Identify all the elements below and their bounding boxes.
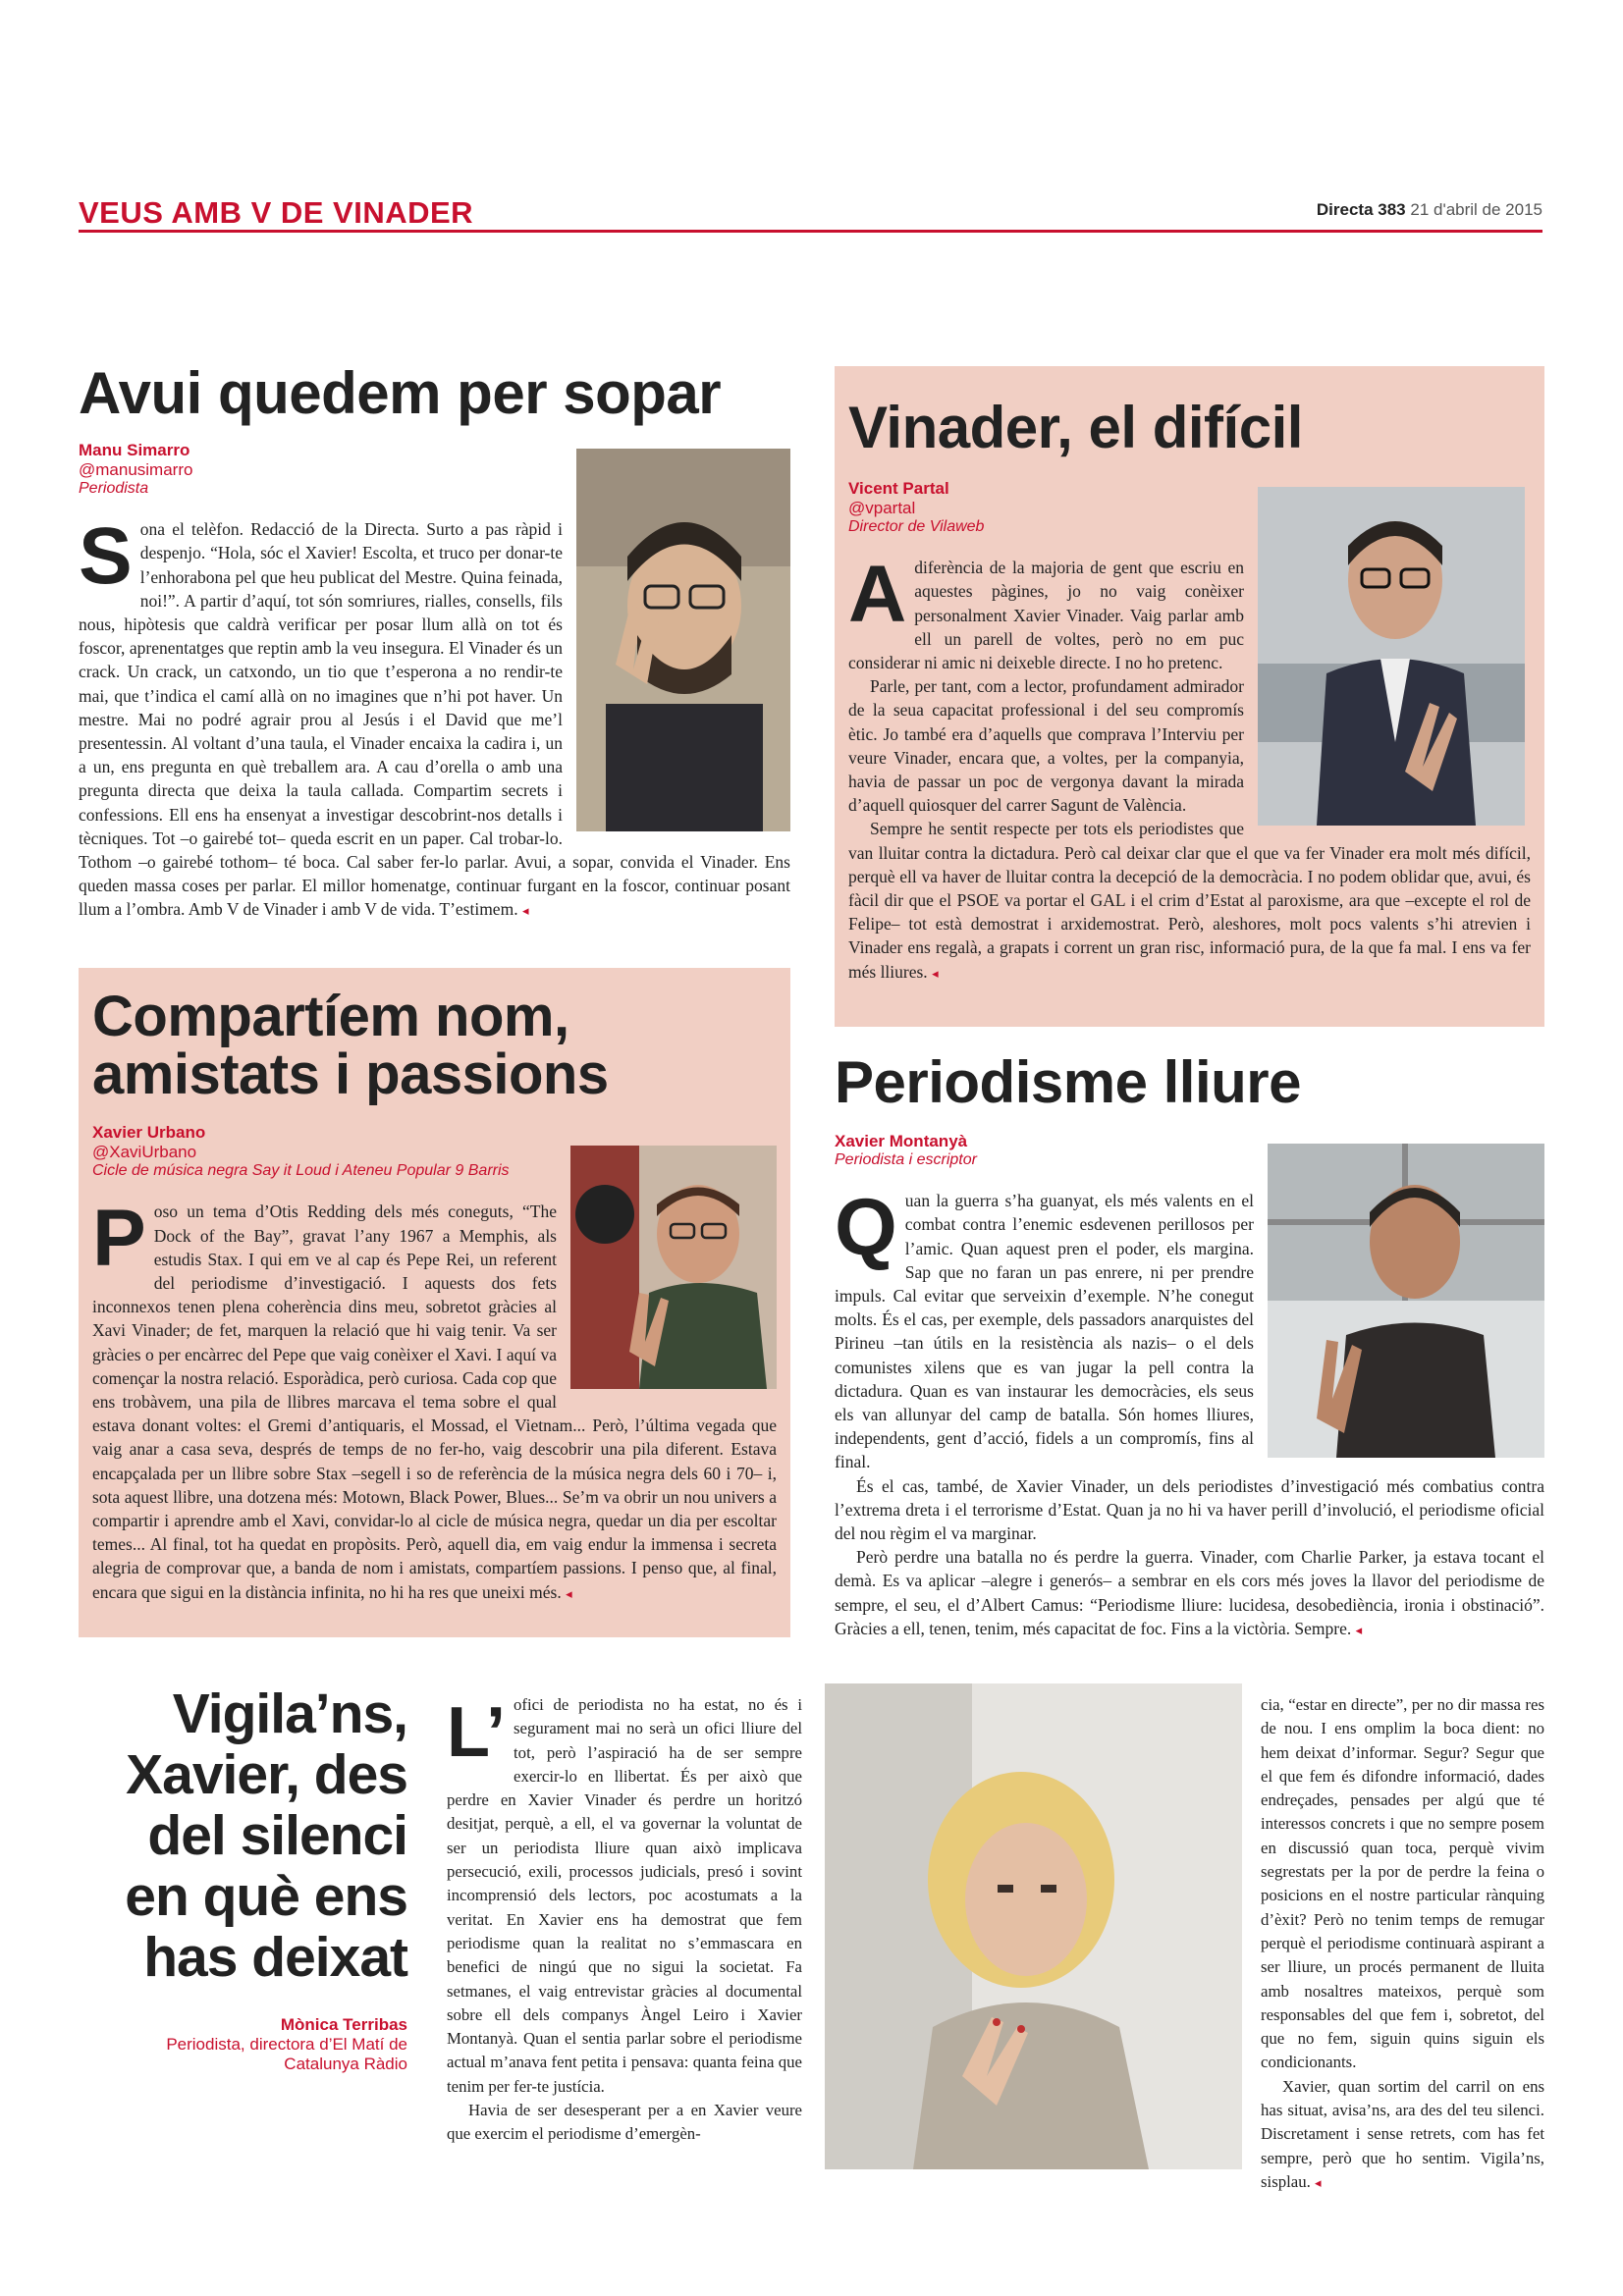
author-photo (570, 1146, 777, 1389)
article-compartiem-nom (79, 968, 790, 1637)
end-mark-icon: ◂ (1355, 1622, 1363, 1637)
title-line: Compartíem nom, (92, 985, 569, 1048)
article-body (835, 1183, 1544, 1642)
paragraph: ofici de periodista no ha estat, no és i segurament mai no serà un ofici lliure del tot, però l’aspiració ha de ser sempre exercir-lo en llibertat. És per això que perdre en Xavier Vinader és perdre un horitzó desitjat, perquè, a ell, el va governar la voluntat de ser un periodista lliure quan això implicava persecució, exili, processos judicials, presó i sovint incomprensió dels lectors, poc acostumats a la veritat. En Xavier ens ha demostrat que fem periodisme quan la realitat no s’emmascara en benefici de ningú que no sigui la societat. Fa setmanes, el vaig entrevistar gràcies al documental sobre ell dels companys Àngel Leiro i Xavier Montanyà. Quan el sentia parlar sobre el periodisme actual m’anava fent petita i pensava: quanta feina que tenim per fer-te justícia. (447, 1695, 802, 2096)
paragraph: Parle, per tant, com a lector, profundament admirador de la seua capacitat professional i del seu compromís ètic. Jo també era d’aquells que comprava l’Interviu per veure Vinader, encara que, a voltes, per la companyia, havia de passar un poc de vergonya davant la mirada d’aquell quiosquer del carrer Sagunt de València. (848, 676, 1244, 816)
header-rule (79, 230, 1542, 233)
article-body (848, 550, 1531, 986)
author-role: Cicle de música negra Say it Loud i Ateneu Popular 9 Barris (92, 1162, 510, 1180)
author-name: Xavier Montanyà (835, 1132, 968, 1151)
author-handle: @XaviUrbano (92, 1143, 197, 1162)
author-photo (1258, 487, 1525, 826)
title-line: Xavier, des (126, 1743, 407, 1806)
article-body (79, 511, 790, 923)
drop-cap: S (79, 511, 133, 602)
article-column (447, 1693, 802, 2147)
end-mark-icon: ◂ (932, 965, 939, 981)
portrait-illustration (570, 1146, 777, 1389)
paragraph: És el cas, també, de Xavier Vinader, un dels periodistes d’investigació més combatius contra l’extrema dreta i el terrorisme d’Estat. Quan ja no hi va haver perill d’involució, el periodisme oficial del nou règim el va marginar. (835, 1475, 1544, 1544)
title-line: del silenci (147, 1804, 407, 1867)
author-role: Periodista (79, 480, 149, 498)
paragraph: oso un tema d’Otis Redding dels més coneguts, “The Dock of the Bay”, gravat l’any 1967 a Memphis, als estudis Stax. I qui em ve al cap és Pepe Rei, un referent del periodisme d’investigació. I aquests dos fets inconnexos tenen plena coherència dins meu, sobretot gràcies al Xavi Vinader; de fet, marquen la relació que hi vaig tenir. Va ser gràcies o per encàrrec del Pepe que vaig conèixer el Xavi. I aquí va començar la nostra relació. Esporàdica, però curiosa. Cada cop que ens trobàvem, una pila de llibres marcava el tema sobre el qual estava donant voltes: el Gremi d’antiquaris, el Mossad, el Vietnam... Però, l’última vegada que vaig anar a casa seva, després de temps de no fer-ho, vaig descobrir una pila diferent. Estava encapçalada per un llibre sobre Stax –segell i so de referència de la música negra dels 60 i 70– i, sota aquest llibre, una dotzena més: Motown, Black Power, Blues... Se’m va obrir un nou univers a compartir i aprendre amb el Xavi, convidar-lo al cicle de música negra, quedar un dia per escoltar temes... Al final, tot ha quedat en propòsits. Però, aquell dia, em vaig endur la immensa i secreta alegria de comprovar que, a banda de nom i amistats, compartíem passions. I penso que, al final, encara que sigui en la distància infinita, no hi ha res que uneixi més. (92, 1201, 777, 1602)
author-name: Vicent Partal (848, 479, 949, 499)
drop-cap: A (848, 550, 907, 640)
author-photo (1268, 1144, 1544, 1458)
end-mark-icon: ◂ (566, 1585, 572, 1601)
section-title: VEUS AMB V DE VINADER (79, 195, 474, 230)
paragraph: cia, “estar en directe”, per no dir massa res de nou. I ens omplim la boca dient: no hem deixat d’informar. Segur? Segur que el que fem és difondre informació, dades endreçades, pensades per algú que té interessos concrets i que no sempre posem en discussió quan toca, perquè vivim segrestats per la por de perdre la feina o posicions en el nostre particular rànquing d’èxit? Però no tenim temps de remugar perquè el periodisme continuarà aspirant a ser lliure, un procés permanent de lluita amb nosaltres mateixos, perquè som responsables del que fem i, sobretot, del que no fem, siguin quins siguin els condicionants. (1261, 1695, 1544, 2072)
article-vinader-dificil (835, 366, 1544, 1027)
article-title (92, 985, 777, 1107)
author-handle: @vpartal (848, 499, 916, 518)
paragraph: ona el telèfon. Redacció de la Directa. Surto a pas ràpid i despenjo. “Hola, sóc el Xavier! Escolta, et truco per donar-te l’enhorabona pel que heu publicat del Mestre. Quina feinada, noi!”. A partir d’aquí, tot són somriures, rialles, consells, fils nous, hipòtesis que caldrà verificar per posar llum allà on tot és foscor, aprenentatges que reptin amb la veu insegura. El Vinader és un crack. Un crack, un catxondo, un tio que t’esperona a no rendir-te mai, que t’indica el camí allà on no imagines que n’hi pot haver. Un mestre. Mai no podré agrair prou al Jesús i el David que me’l presentessin. Al voltant d’una taula, el Vinader encaixa la cadira i, un a un, ens pregunta en què treballem ara. A cau d’orella o amb una pregunta directa que deixa la taula callada. Compartim secrets i confessions. Ell ens ha ensenyat a investigar descobrint-nos detalls i tècniques. Tot –o gairebé tot– queda escrit en un paper. Cal trobar-lo. Tothom –o gairebé tothom– té boca. Cal saber fer-lo parlar. Avui, a sopar, convida el Vinader. Ens queden massa coses per parlar. El millor homenatge, continuar furgant en la foscor, continuar posant llum a l’ombra. Amb V de Vinader i amb V de vida. T’estimem. (79, 519, 790, 920)
article-body (92, 1194, 777, 1605)
author-handle: @manusimarro (79, 460, 193, 480)
author-name: Mònica Terribas (280, 2015, 407, 2034)
author-name: Manu Simarro (79, 441, 190, 460)
drop-cap: L’ (447, 1693, 507, 1772)
paragraph: diferència de la majoria de gent que escriu en aquestes pàgines, jo no vaig conèixer personalment Xavier Vinader. Vaig parlar amb ell un parell de voltes, però no em puc considerar ni amic ni deixeble directe. I no ho pretenc. (848, 558, 1244, 672)
publication-name: Directa 383 (1316, 200, 1406, 219)
title-line: has deixat (143, 1926, 407, 1989)
title-line: Vigila’ns, (172, 1682, 407, 1745)
drop-cap: P (92, 1194, 146, 1284)
title-line: en què ens (125, 1865, 407, 1928)
title-line: amistats i passions (92, 1042, 609, 1107)
article-column (1261, 1693, 1544, 2195)
drop-cap: Q (835, 1183, 897, 1273)
article-title: Vinader, el difícil (848, 395, 1303, 460)
portrait-illustration (1268, 1144, 1544, 1458)
paragraph: uan la guerra s’ha guanyat, els més valents en el combat contra l’enemic esdevenen perillosos per l’amic. Quan aquest pren el poder, els margina. Sap que no faran un pas enrere, ni per prendre impuls. Cal evitar que serveixin d’exemple. N’he conegut molts. És el cas, per exemple, dels passadors anarquistes del Pirineu –tan útils en la resistència als nazis– o el dels comunistes xilens que es van jugar la pell contra la dictadura. Quan es van instaurar les democràcies, els seus els van allunyar del camp de batalla. Són homes lliures, independents, gent d’acció, fidels a un compromís, fins al final. (835, 1191, 1254, 1472)
author-photo (825, 1683, 1242, 2169)
author-role: Director de Vilaweb (848, 518, 985, 536)
end-mark-icon: ◂ (1315, 2174, 1322, 2190)
author-role: Periodista i escriptor (835, 1151, 977, 1169)
portrait-illustration (576, 449, 790, 831)
title-column (79, 1683, 407, 2074)
issue-date: 21 d'abril de 2015 (1410, 200, 1542, 219)
article-title: Avui quedem per sopar (79, 360, 722, 426)
paragraph: Xavier, quan sortim del carril on ens has situat, avisa’ns, ara des del teu silenci. Discretament i sense retrets, com has fet sempre, però que ho sentim. Vigila’ns, sisplau. (1261, 2076, 1544, 2191)
paragraph: Havia de ser desesperant per a en Xavier veure que exercim el periodisme d’emergèn- (447, 2101, 802, 2144)
portrait-illustration (825, 1683, 1242, 2169)
author-name: Xavier Urbano (92, 1123, 206, 1143)
article-avui-quedem (79, 360, 790, 924)
end-mark-icon: ◂ (521, 903, 529, 919)
author-role: Periodista, directora d’El Matí de Catalunya Ràdio (166, 2035, 407, 2073)
article-title (79, 1683, 407, 1988)
author-photo (576, 449, 790, 831)
issue-info (1317, 200, 1542, 220)
portrait-illustration (1258, 487, 1525, 826)
article-periodisme-lliure (835, 1049, 1544, 1642)
article-title: Periodisme lliure (835, 1049, 1302, 1115)
article-vigilans (79, 1682, 1544, 2191)
paragraph: Però perdre una batalla no és perdre la guerra. Vinader, com Charlie Parker, ja estava tocant el demà. Es va aplicar –alegre i generós– a sembrar en els cors més joves la llavor del periodisme de sempre, el seu, el d’Albert Camus: “Periodisme lliure: lucidesa, desobediència, ironia i obstinació”. Gràcies a ell, tenen, tenim, més capacitat de foc. Fins a la victòria. Sempre. (835, 1547, 1544, 1638)
paragraph: Sempre he sentit respecte per tots els periodistes que van lluitar contra la dictadura. Però cal deixar clar que el que va fer Vinader era molt més difícil, perquè ell va haver de lluitar contra la decepció de la democràcia. I no podem oblidar que, avui, és fàcil dir que el PSOE va portar el GAL i el crim d’Estat al paroxisme, ara que –excepte el rol de Felipe– tot està demostrat i arxidemostrat. Però, aleshores, molt pocs valents s’hi atrevien i Vinader ens regalà, a grapats i corrent un gran risc, informació pura, de la que fa mal. I ens va fer més lliures. (848, 819, 1531, 982)
